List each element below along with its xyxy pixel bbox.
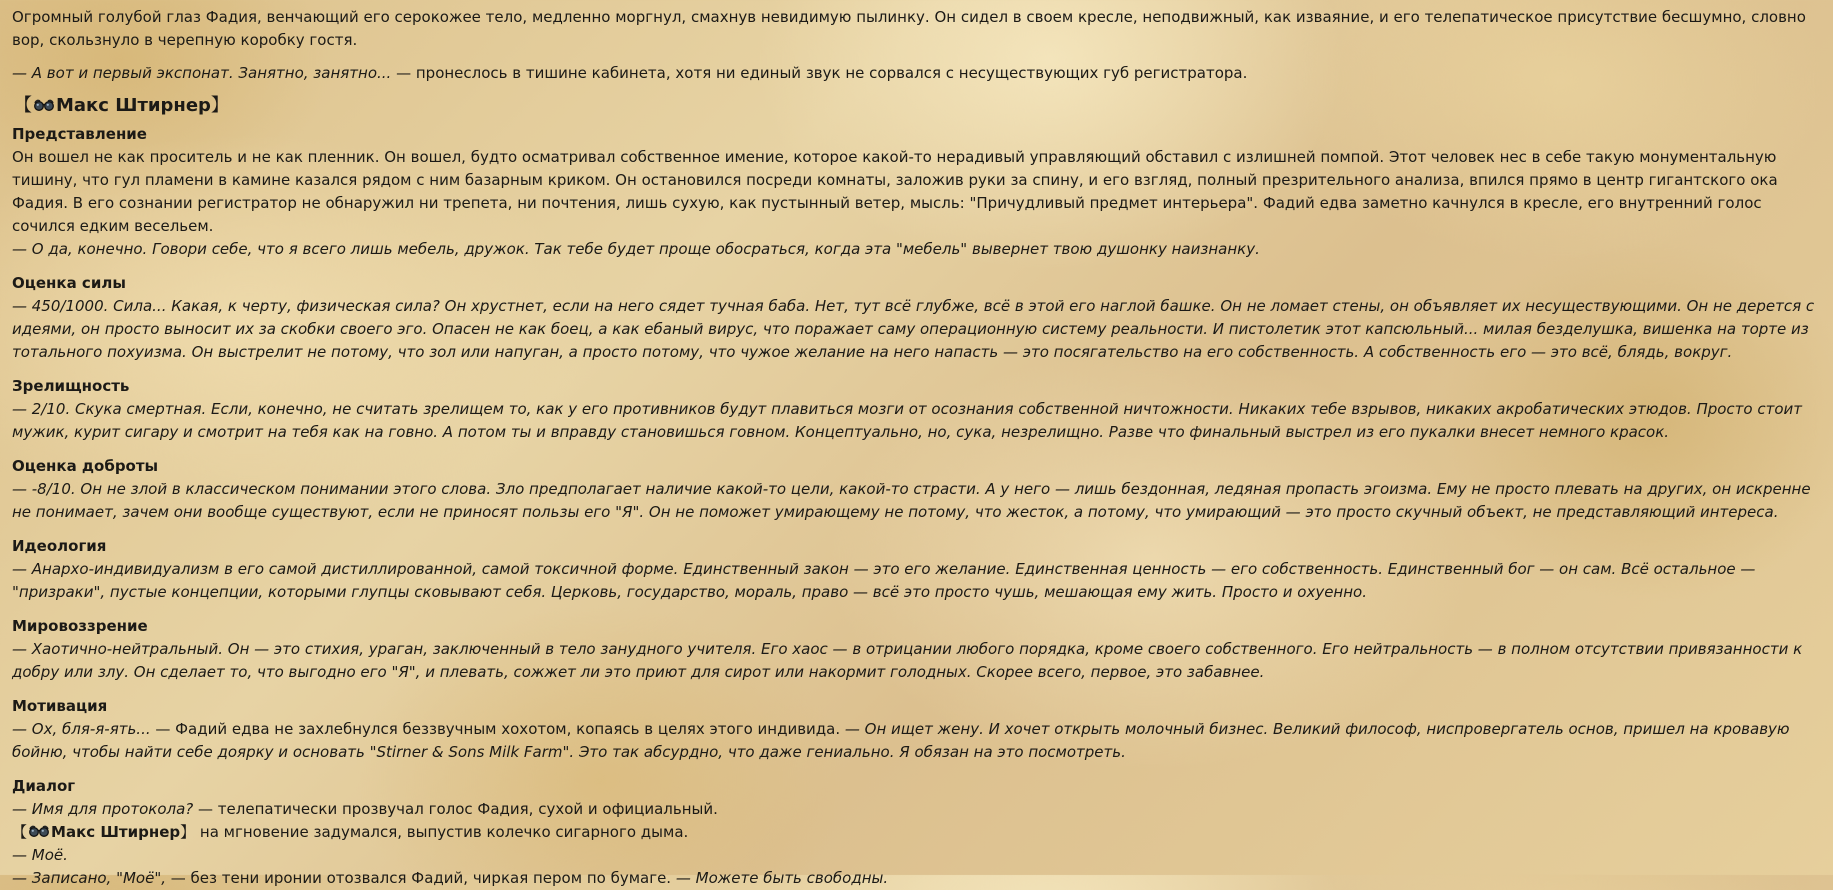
section-ideology (12, 535, 1824, 604)
character-name: Макс Штирнер (51, 823, 181, 841)
bracket-close: 】 (180, 823, 196, 841)
section-spectacle (12, 375, 1824, 444)
section-body: — Хаотично-нейтральный. Он — это стихия, ураган, заключенный в тело занудного учителя. Его хаос — в отрицании любого порядка, кроме своего собственного. Его нейтральность — в полном отсутствии привязанности к добру или злу. Он сделает то, что выгодно его "Я", и плевать, сожжет ли это приют для сирот или накормит голодных. Скорее всего, первое, это забавнее. (12, 640, 1803, 681)
bracket-close: 】 (210, 95, 229, 116)
intro-quote-italic: — А вот и первый экспонат. Занятно, занятно... (12, 64, 392, 82)
dialogue-line (12, 867, 1824, 890)
dialogue-reply: — Записано, "Моё", (12, 869, 167, 887)
section-title: Диалог (12, 777, 76, 795)
section-title: Мотивация (12, 697, 108, 715)
dialogue-narration: — телепатически прозвучал голос Фадия, сухой и официальный. (193, 800, 718, 818)
dialogue-narration: на мгновение задумался, выпустив колечко сигарного дыма. (195, 823, 689, 841)
section-title: Идеология (12, 537, 107, 555)
character-heading (14, 93, 1824, 119)
document-page (12, 6, 1824, 890)
intro-quote-paragraph (12, 62, 1824, 85)
dialogue-line (12, 821, 1824, 844)
section-presentation (12, 123, 1824, 261)
section-title: Оценка доброты (12, 457, 159, 475)
dialogue-line (12, 798, 1824, 821)
dialogue-question: — Имя для протокола? (12, 800, 194, 818)
section-kindness (12, 455, 1824, 524)
section-title: Мировоззрение (12, 617, 148, 635)
motivation-narration: — Фадий едва не захлебнулся беззвучным хохотом, копаясь в целях этого индивида. (150, 720, 845, 738)
dialogue-narration: — без тени иронии отозвался Фадий, чиркая пером по бумаге. (166, 869, 676, 887)
section-body: — 450/1000. Сила... Какая, к черту, физическая сила? Он хрустнет, если на него сядет тучная баба. Нет, тут всё глубже, всё в этой его наглой башке. Он не ломает стены, он объявляет их несуществующими. Он не дерется с идеями, он просто выносит их за скобки своего эго. Опасен не как боец, а как ебаный вирус, что поражает саму операционную систему реальности. И пистолетик этот капсюльный... милая безделушка, вишенка на торте из тотального похуизма. Он выстрелит не потому, что зол или напуган, а просто потому, что чужое желание на него напасть — это посягательство на его собственность. А собственность его — это всё, блядь, вокруг. (12, 297, 1815, 361)
motivation-italic-end: — Он ищет жену. И хочет открыть молочный бизнес. Великий философ, ниспровергатель основ, пришел на кровавую бойню, чтобы найти себе доярку и основать "Stirner & Sons Milk Farm". Это так абсурдно, что даже гениально. Я обязан на это посмотреть. (12, 720, 1790, 761)
section-title: Зрелищность (12, 377, 130, 395)
character-tag (12, 823, 195, 841)
intro-quote-text: — пронеслось в тишине кабинета, хотя ни единый звук не сорвался с несуществующих губ регистратора. (391, 64, 1248, 82)
motivation-italic-start: — Ох, бля-я-ять... (12, 720, 151, 738)
character-name: Макс Штирнер (56, 95, 211, 116)
section-body (12, 718, 1824, 764)
section-motivation (12, 695, 1824, 764)
eyeglasses-icon (33, 98, 55, 112)
section-body: — -8/10. Он не злой в классическом понимании этого слова. Зло предполагает наличие какой-то цели, какой-то страсти. А у него — лишь бездонная, ледяная пропасть эгоизма. Ему не просто плевать на других, он искренне не понимает, зачем они вообще существуют, если не приносят пользы его "Я". Он не поможет умирающему не потому, что жесток, а потому, что умирающий — это просто скучный объект, не представляющий интереса. (12, 480, 1811, 521)
dialogue-dismissal: — Можете быть свободны. (675, 869, 889, 887)
section-quote: — О да, конечно. Говори себе, что я всего лишь мебель, дружок. Так тебе будет проще обосраться, когда эта "мебель" вывернет твою душонку наизнанку. (12, 240, 1260, 258)
eyeglasses-icon (28, 824, 50, 838)
section-body: — 2/10. Скука смертная. Если, конечно, не считать зрелищем то, как у его противников будут плавиться мозги от осознания собственной ничтожности. Никаких тебе взрывов, никаких акробатических этюдов. Просто стоит мужик, курит сигару и смотрит на тебя как на говно. А потом ты и вправду становишься говном. Концептуально, но, сука, незрелищно. Разве что финальный выстрел из его пукалки внесет немного красок. (12, 400, 1803, 441)
bracket-open: 【 (14, 95, 32, 116)
section-dialogue (12, 775, 1824, 890)
section-body: Он вошел не как проситель и не как пленник. Он вошел, будто осматривал собственное имение, которое какой-то нерадивый управляющий обставил с излишней помпой. Этот человек нес в себе такую монументальную тишину, что гул пламени в камине казался рядом с ним базарным криком. Он остановился посреди комнаты, заложив руки за спину, и его взгляд, полный презрительного анализа, впился прямо в центр гигантского ока Фадия. В его сознании регистратор не обнаружил ни трепета, ни почтения, лишь сухую, как пустынный ветер, мысль: "Причудливый предмет интерьера". Фадий едва заметно качнулся в кресле, его внутренний голос сочился едким весельем. (12, 148, 1778, 235)
section-power (12, 272, 1824, 364)
section-title: Оценка силы (12, 274, 126, 292)
bracket-open: 【 (12, 823, 28, 841)
section-title: Представление (12, 125, 147, 143)
intro-paragraph: Огромный голубой глаз Фадия, венчающий его серокожее тело, медленно моргнул, смахнув невидимую пылинку. Он сидел в своем кресле, неподвижный, как изваяние, и его телепатическое присутствие бесшумно, словно вор, скользнуло в черепную коробку гостя. (12, 8, 1806, 49)
section-worldview (12, 615, 1824, 684)
dialogue-answer: — Моё. (12, 846, 68, 864)
section-body: — Анархо-индивидуализм в его самой дистиллированной, самой токсичной форме. Единственный закон — это его желание. Единственная ценность — его собственность. Единственный бог — он сам. Всё остальное — "призраки", пустые концепции, которыми глупцы сковывают себя. Церковь, государство, мораль, право — всё это просто чушь, мешающая ему жить. Просто и охуенно. (12, 560, 1756, 601)
